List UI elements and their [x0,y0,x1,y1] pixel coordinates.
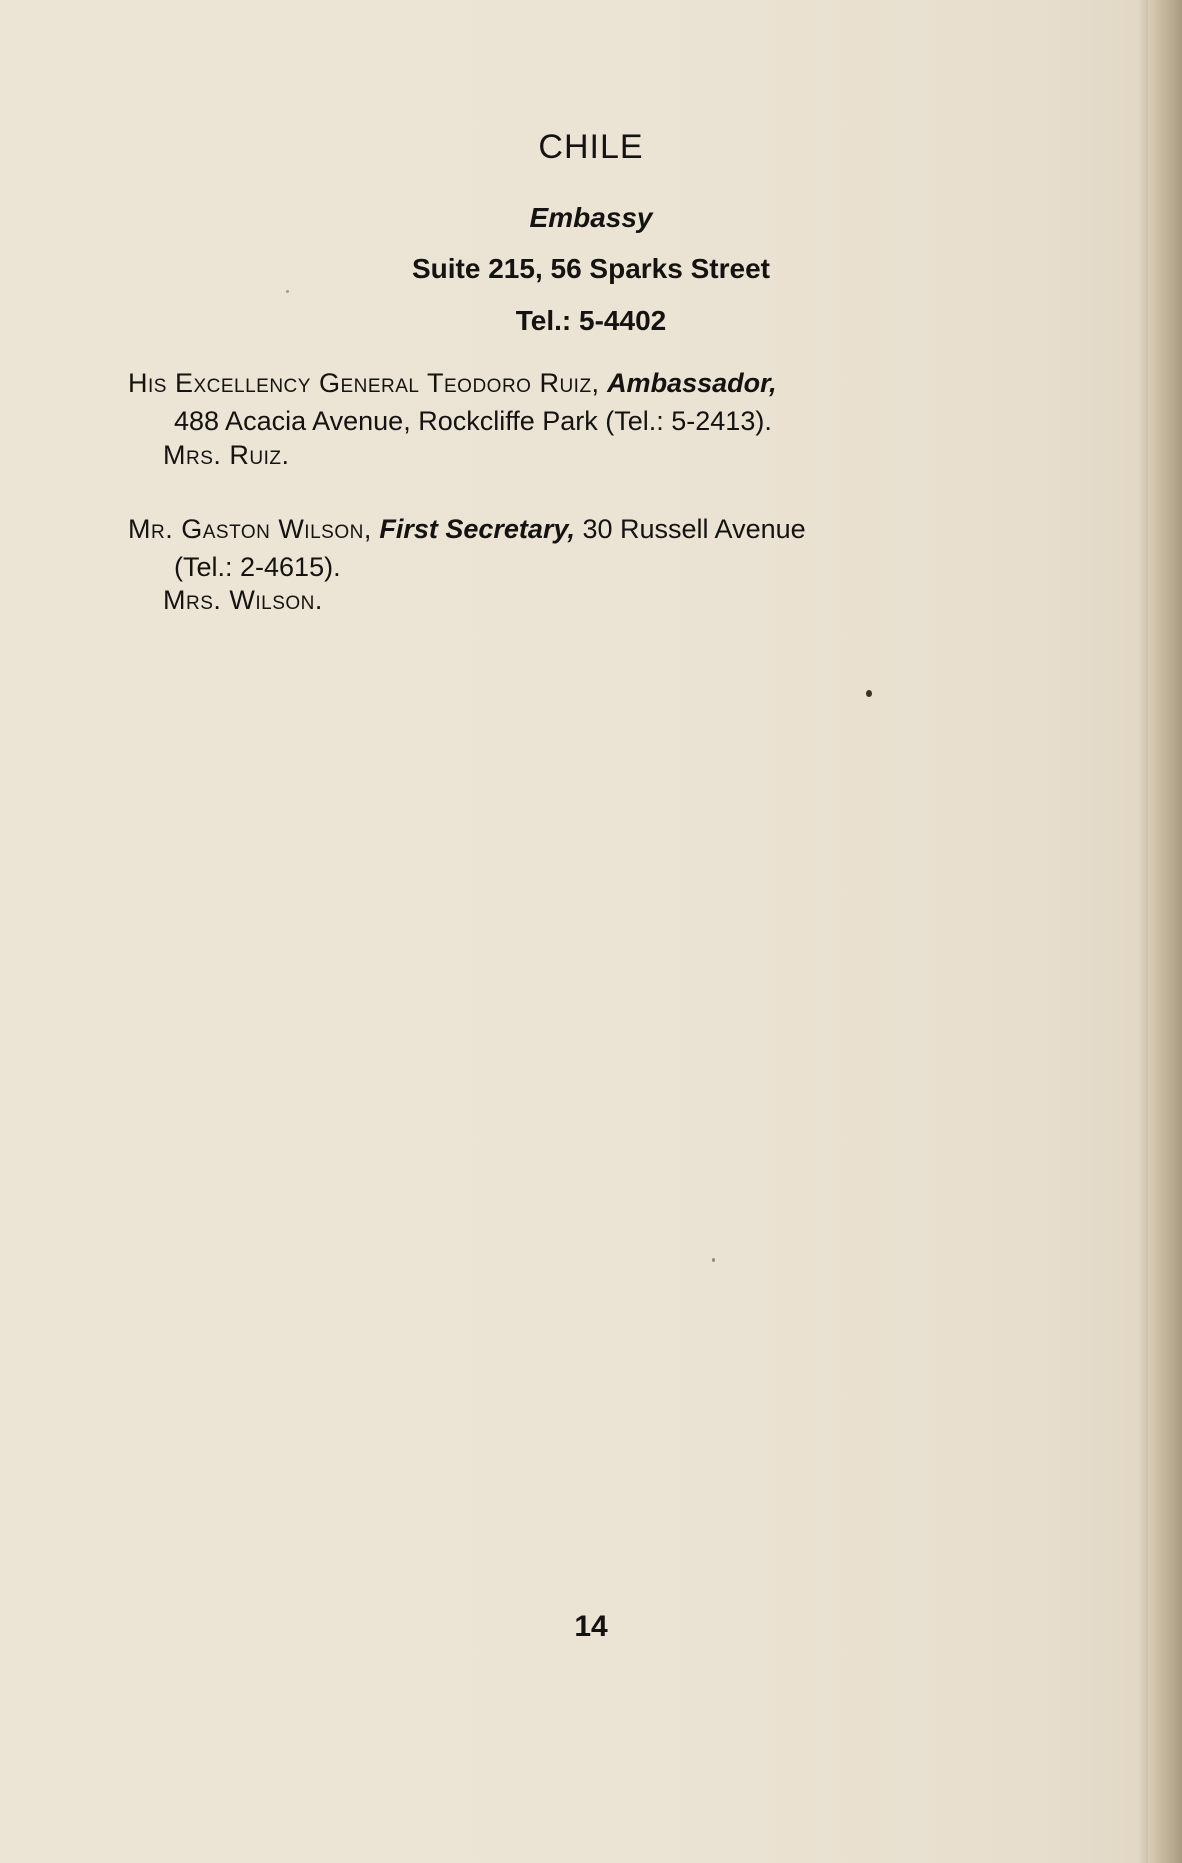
paper-speck [866,690,872,697]
diplomat-title: First Secretary, [379,514,575,544]
office-address: Suite 215, 56 Sparks Street [412,253,770,284]
paper-speck [286,290,289,293]
spouse-name: Mrs. Wilson. [163,585,323,615]
diplomat-entry [128,364,1038,440]
diplomat-entry [128,510,1038,586]
country-heading: CHILE [538,128,644,166]
paper-speck [712,1258,715,1262]
diplomat-title: Ambassador, [607,368,777,398]
diplomat-address: 488 Acacia Avenue, Rockcliffe Park (Tel.: 5-2413). [174,406,772,436]
diplomat-address: 30 Russell Avenue [582,514,806,544]
diplomat-name: His Excellency General Teodoro Ruiz, [128,368,600,398]
diplomat-name: Mr. Gaston Wilson, [128,514,372,544]
page-number: 14 [574,1610,608,1643]
office-heading: Embassy [529,202,653,233]
diplomat-telephone: (Tel.: 2-4615). [174,552,341,582]
spouse-name: Mrs. Ruiz. [163,440,290,470]
office-telephone: Tel.: 5-4402 [515,305,667,336]
